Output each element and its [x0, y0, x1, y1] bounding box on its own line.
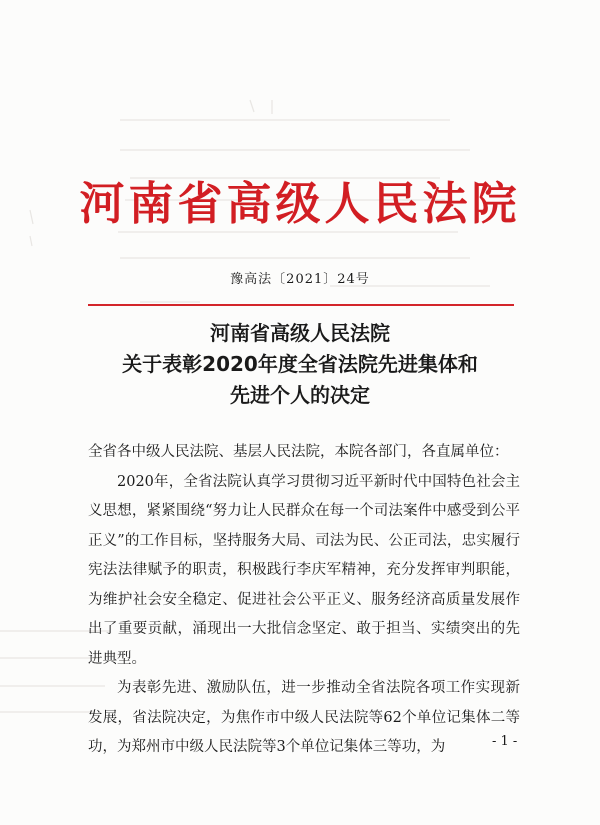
title-line-3: 先进个人的决定 [230, 383, 370, 407]
salutation: 全省各中级人民法院、基层人民法院，本院各部门，各直属单位： [88, 444, 509, 460]
document-number: 豫高法〔2021〕24号 [230, 272, 370, 287]
body-paragraph: 2020年，全省法院认真学习贯彻习近平新时代中国特色社会主义思想，紧紧围绕“努力让人民群众在每一个司法案件中感受到公平正义”的工作目标，坚持服务大局、司法为民、公正司法，忠实履行宪法法律赋予的职责，积极践行李庆军精神，充分发挥审判职能，为维护社会安全稳定、促进社会公平正义、服务经济高质量发展作出了重要贡献，涌现出一大批信念坚定、敢于担当、实绩突出的先进典型。 [88, 473, 520, 667]
issuing-organization-header: 河南省高级人民法院 [79, 177, 521, 230]
document-body [88, 438, 520, 763]
document-title [0, 318, 600, 411]
title-line-1: 河南省高级人民法院 [210, 321, 390, 345]
page-number: - 1 - [492, 734, 518, 749]
red-divider-line [88, 304, 514, 306]
body-paragraph: 为表彰先进、激励队伍，进一步推动全省法院各项工作实现新发展，省法院决定，为焦作市中级人民法院等62个单位记集体二等功，为郑州市中级人民法院等3个单位记集体三等功，为 [88, 680, 520, 755]
title-line-2: 关于表彰2020年度全省法院先进集体和 [122, 352, 478, 376]
